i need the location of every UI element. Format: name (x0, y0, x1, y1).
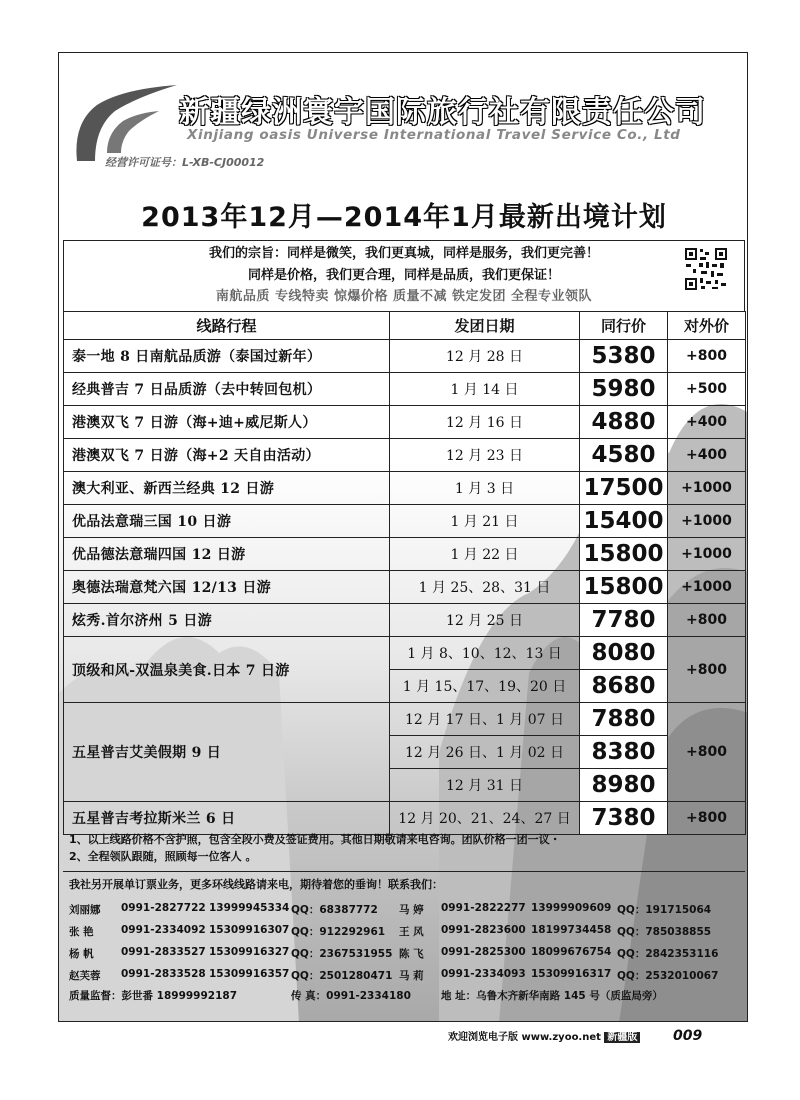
table-row (64, 472, 746, 505)
note-line-2: 2、全程领队跟随，照顾每一位客人 。 (69, 850, 257, 863)
license-number: 经营许可证号：L-XB-CJ00012 (105, 156, 265, 169)
contact-phone: 0991-2833527 (121, 946, 206, 958)
public-price: +800 (668, 703, 746, 802)
peer-price: 8680 (580, 670, 668, 703)
quality-supervisor: 质量监督：彭世番 18999992187 (69, 990, 238, 1002)
contact-row (69, 988, 745, 1008)
departure-date: 12 月 25 日 (390, 604, 580, 637)
departure-date: 12 月 23 日 (390, 439, 580, 472)
departure-date: 1 月 22 日 (390, 538, 580, 571)
edition-badge: 新疆版 (604, 1032, 640, 1043)
contact-mobile: 18099676754 (531, 946, 612, 958)
public-price: +800 (668, 637, 746, 703)
contact-name: 王 风 (399, 926, 424, 938)
route-name: 经典普吉 7 日品质游（去中转回包机） (64, 373, 390, 406)
contact-name: 赵芙蓉 (69, 970, 101, 982)
public-price: +1000 (668, 571, 746, 604)
contact-name: 马 婷 (399, 904, 424, 916)
table-row (64, 571, 746, 604)
company-name-cn: 新疆绿洲寰宇国际旅行社有限责任公司 (179, 95, 706, 130)
peer-price: 15400 (580, 505, 668, 538)
peer-price: 8080 (580, 637, 668, 670)
footer-text: 欢迎浏览电子版 www.zyoo.net (448, 1032, 601, 1043)
contact-phone: 0991-2823600 (441, 924, 526, 936)
contact-name: 马 莉 (399, 970, 424, 982)
contact-qq: QQ：2367531955 (291, 948, 393, 960)
public-price: +800 (668, 802, 746, 835)
peer-price: 15800 (580, 538, 668, 571)
address: 地 址：乌鲁木齐新华南路 145 号（质监局旁） (441, 990, 663, 1002)
route-name: 五星普吉艾美假期 9 日 (64, 703, 390, 802)
contact-name: 张 艳 (69, 926, 94, 938)
route-name: 泰一地 8 日南航品质游（泰国过新年） (64, 340, 390, 373)
route-name: 港澳双飞 7 日游（海+2 天自由活动） (64, 439, 390, 472)
departure-date: 1 月 15、17、19、20 日 (390, 670, 580, 703)
footer-bar (448, 1030, 640, 1046)
peer-price: 4880 (580, 406, 668, 439)
table-row (64, 703, 746, 736)
contact-row (69, 902, 745, 922)
peer-price: 15800 (580, 571, 668, 604)
departure-date: 1 月 14 日 (390, 373, 580, 406)
departure-date: 1 月 21 日 (390, 505, 580, 538)
peer-price: 5980 (580, 373, 668, 406)
route-name: 港澳双飞 7 日游（海+迪+威尼斯人） (64, 406, 390, 439)
slogan-line-2: 同样是价格，我们更合理，同样是品质，我们更保证！ (247, 268, 560, 283)
company-logo (67, 83, 177, 163)
departure-date: 12 月 16 日 (390, 406, 580, 439)
brochure-page (58, 52, 748, 1022)
contact-phone: 0991-2334092 (121, 924, 206, 936)
departure-date: 12 月 20、21、24、27 日 (390, 802, 580, 835)
departure-date: 12 月 17 日、1 月 07 日 (390, 703, 580, 736)
notes (69, 831, 561, 865)
contact-qq: QQ：2842353116 (617, 948, 719, 960)
table-row (64, 505, 746, 538)
contact-phone: 0991-2822277 (441, 902, 526, 914)
peer-price: 17500 (580, 472, 668, 505)
table-row (64, 802, 746, 835)
route-name: 五星普吉考拉斯米兰 6 日 (64, 802, 390, 835)
contact-mobile: 15309916357 (209, 968, 290, 980)
fax-number: 传 真：0991-2334180 (291, 990, 411, 1002)
company-name-en: Xinjiang oasis Universe International Travel Service Co., Ltd (187, 127, 681, 143)
table-row (64, 538, 746, 571)
public-price: +1000 (668, 472, 746, 505)
slogan-box (63, 240, 745, 311)
contact-mobile: 15309916307 (209, 924, 290, 936)
contact-qq: QQ：2532010067 (617, 970, 719, 982)
contact-intro: 我社另开展单订票业务，更多环线线路请来电，期待着您的垂询！联系我们： (69, 878, 443, 891)
contact-phone: 0991-2827722 (121, 902, 206, 914)
public-price: +1000 (668, 538, 746, 571)
public-price: +400 (668, 406, 746, 439)
page-title: 2013年12月—2014年1月最新出境计划 (141, 202, 667, 233)
route-name: 澳大利亚、新西兰经典 12 日游 (64, 472, 390, 505)
contact-mobile: 13999909609 (531, 902, 612, 914)
qr-code-icon (684, 247, 728, 291)
public-price: +400 (668, 439, 746, 472)
route-name: 顶级和风-双温泉美食.日本 7 日游 (64, 637, 390, 703)
price-table (63, 311, 746, 835)
route-name: 奥德法瑞意梵六国 12/13 日游 (64, 571, 390, 604)
contact-qq: QQ：68387772 (291, 904, 378, 916)
contact-mobile: 15309916317 (531, 968, 612, 980)
table-row (64, 637, 746, 670)
contact-mobile: 13999945334 (209, 902, 290, 914)
slogan-line-1: 我们的宗旨：同样是微笑，我们更真城，同样是服务，我们更完善！ (208, 246, 599, 261)
contact-name: 刘丽娜 (69, 904, 101, 916)
contact-name: 杨 帆 (69, 948, 94, 960)
header-peer-price: 同行价 (580, 312, 668, 340)
route-name: 优品法意瑞三国 10 日游 (64, 505, 390, 538)
header-route: 线路行程 (64, 312, 390, 340)
departure-date: 1 月 8、10、12、13 日 (390, 637, 580, 670)
contact-mobile: 18199734458 (531, 924, 612, 936)
contact-phone: 0991-2334093 (441, 968, 526, 980)
peer-price: 8380 (580, 736, 668, 769)
header-public-price: 对外价 (668, 312, 746, 340)
contact-name: 陈 飞 (399, 948, 424, 960)
page-number: 009 (673, 1028, 703, 1044)
table-header-row (64, 312, 746, 340)
header-date: 发团日期 (390, 312, 580, 340)
contact-qq: QQ：2501280471 (291, 970, 393, 982)
note-line-1: 1、以上线路价格不含护照，包含全段小费及签证费用。其他日期敬请来电咨询。团队价格一团一议・ (69, 833, 561, 846)
contact-row (69, 968, 745, 988)
peer-price: 8980 (580, 769, 668, 802)
public-price: +800 (668, 604, 746, 637)
contact-qq: QQ：191715064 (617, 904, 712, 916)
table-row (64, 439, 746, 472)
peer-price: 7380 (580, 802, 668, 835)
contact-qq: QQ：912292961 (291, 926, 386, 938)
public-price: +800 (668, 340, 746, 373)
contact-row (69, 924, 745, 944)
table-row (64, 340, 746, 373)
contact-mobile: 15309916327 (209, 946, 290, 958)
peer-price: 7780 (580, 604, 668, 637)
departure-date: 12 月 26 日、1 月 02 日 (390, 736, 580, 769)
contact-phone: 0991-2833528 (121, 968, 206, 980)
departure-date: 1 月 3 日 (390, 472, 580, 505)
table-row (64, 604, 746, 637)
peer-price: 5380 (580, 340, 668, 373)
slogan-line-3: 南航品质 专线特卖 惊爆价格 质量不减 铁定发团 全程专业领队 (215, 289, 593, 304)
peer-price: 4580 (580, 439, 668, 472)
route-name: 炫秀.首尔济州 5 日游 (64, 604, 390, 637)
contact-qq: QQ：785038855 (617, 926, 712, 938)
departure-date: 12 月 28 日 (390, 340, 580, 373)
table-row (64, 406, 746, 439)
departure-date: 12 月 31 日 (390, 769, 580, 802)
contact-section (63, 871, 745, 1013)
contact-row (69, 946, 745, 966)
table-row (64, 373, 746, 406)
peer-price: 7880 (580, 703, 668, 736)
public-price: +1000 (668, 505, 746, 538)
route-name: 优品德法意瑞四国 12 日游 (64, 538, 390, 571)
public-price: +500 (668, 373, 746, 406)
departure-date: 1 月 25、28、31 日 (390, 571, 580, 604)
contact-phone: 0991-2825300 (441, 946, 526, 958)
